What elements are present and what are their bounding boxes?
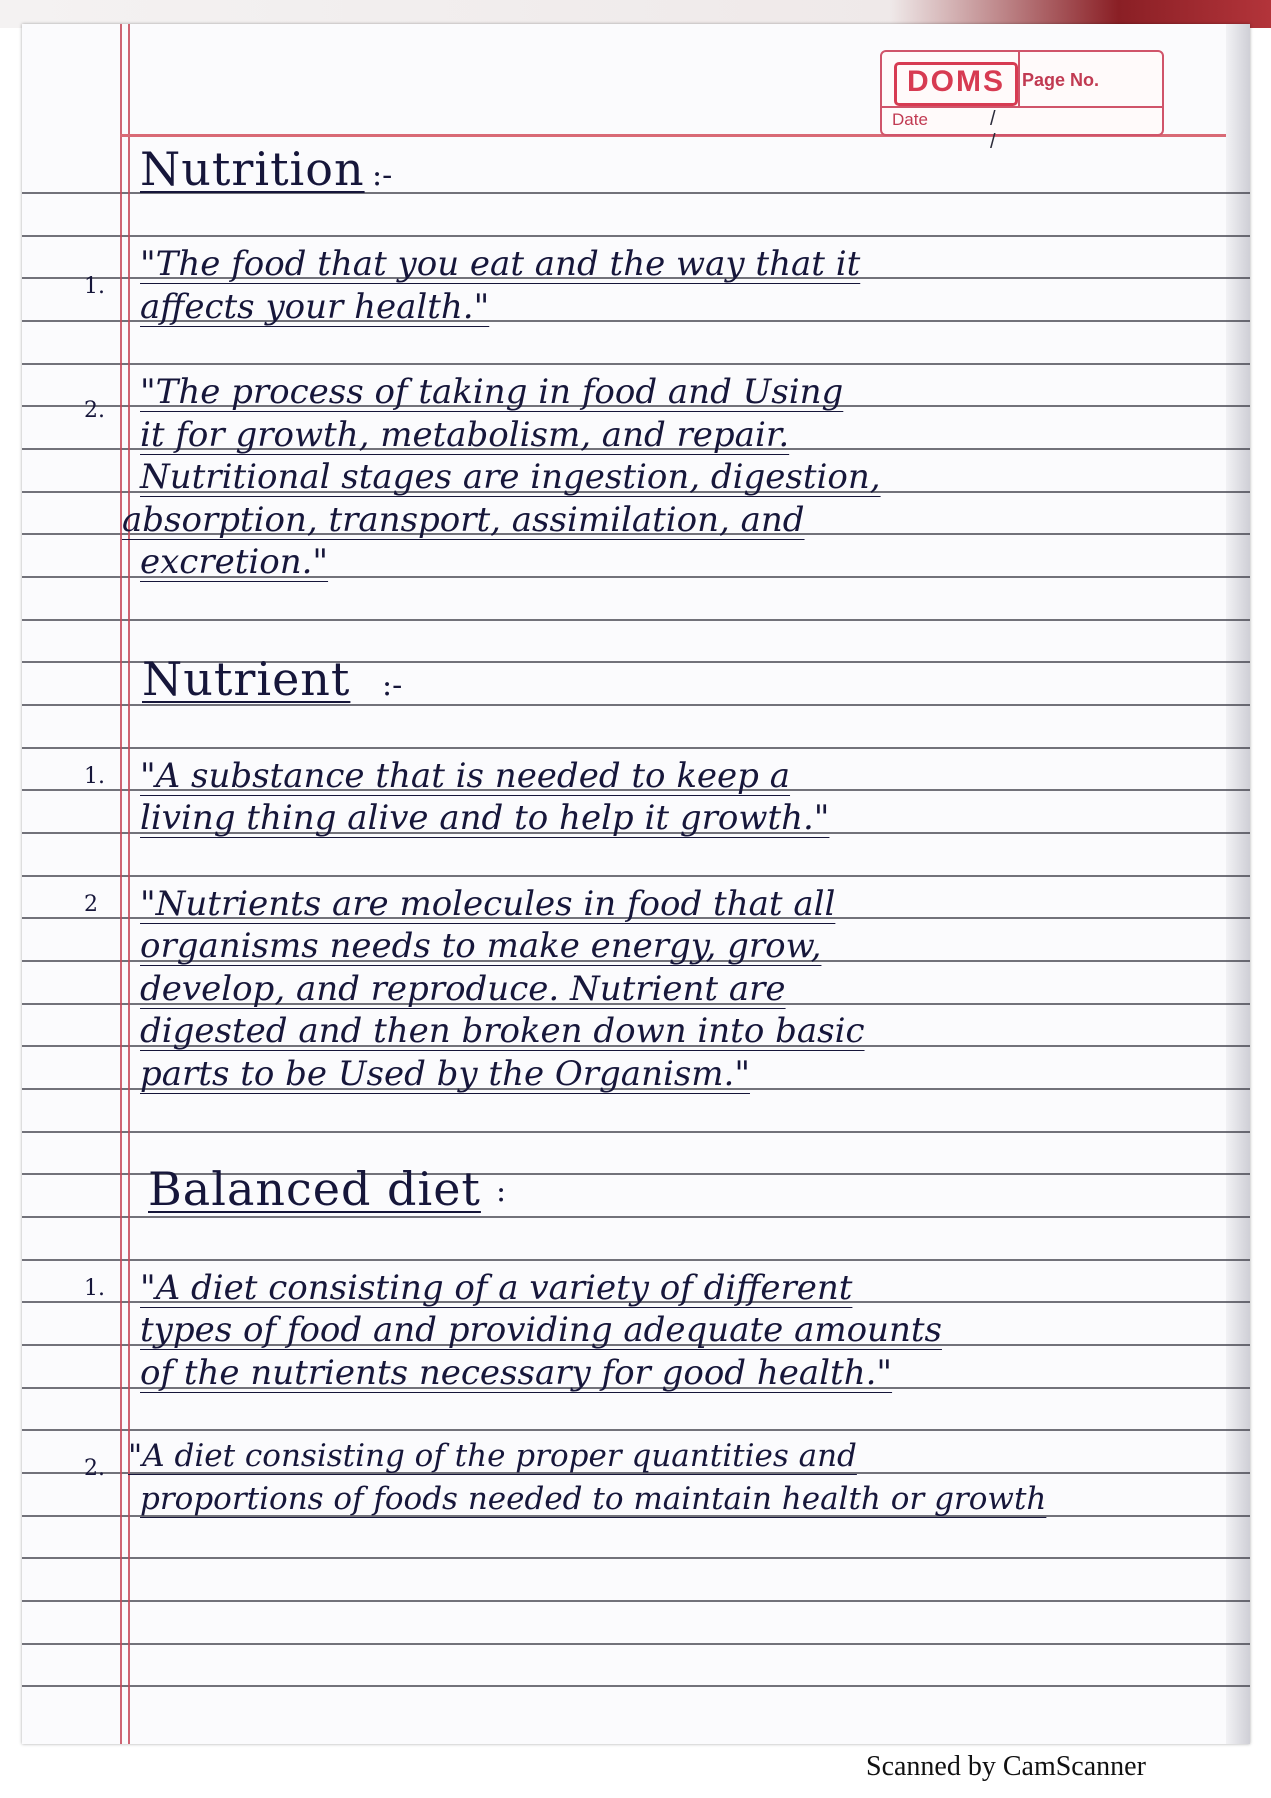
- section-colon: :-: [382, 668, 403, 703]
- definition-line: "A substance that is needed to keep a: [140, 756, 791, 796]
- definition-line: digested and then broken down into basic: [140, 1011, 865, 1051]
- section-colon: :: [496, 1174, 507, 1209]
- section-title-nutrition: Nutrition: [140, 142, 365, 196]
- definition-line: "The food that you eat and the way that it: [140, 244, 861, 284]
- definition-line: living thing alive and to help it growth.": [140, 798, 830, 838]
- ruled-line: [22, 1685, 1250, 1687]
- definition-line: "Nutrients are molecules in food that all: [140, 884, 836, 924]
- item-number: 1.: [84, 274, 105, 299]
- definition-line: "A diet consisting of the proper quantities and: [128, 1438, 857, 1474]
- definition-line: "The process of taking in food and Using: [140, 372, 844, 412]
- ruled-line: [22, 235, 1250, 237]
- item-number: 2: [84, 892, 98, 917]
- definition-line: of the nutrients necessary for good health.": [140, 1353, 893, 1393]
- margin-line: [120, 24, 122, 1744]
- definition-line: organisms needs to make energy, grow,: [140, 926, 822, 966]
- header-divider: [1018, 52, 1020, 106]
- definition-line: absorption, transport, assimilation, and: [122, 500, 805, 540]
- ruled-line: [22, 1557, 1250, 1559]
- scanner-watermark: Scanned by CamScanner: [866, 1751, 1146, 1782]
- margin-line: [128, 24, 130, 1744]
- ruled-line: [22, 363, 1250, 365]
- notebook-page: [22, 24, 1250, 1744]
- ruled-line: [22, 1259, 1250, 1261]
- item-number: 1.: [84, 1276, 105, 1301]
- ruled-line: [22, 875, 1250, 877]
- definition-line: develop, and reproduce. Nutrient are: [140, 969, 786, 1009]
- definition-line: excretion.": [140, 542, 329, 582]
- definition-line: affects your health.": [140, 287, 490, 327]
- definition-line: Nutritional stages are ingestion, digestion,: [140, 457, 881, 497]
- section-title-nutrient: Nutrient: [142, 652, 351, 706]
- definition-line: "A diet consisting of a variety of different: [140, 1268, 853, 1308]
- date-label: Date: [892, 110, 928, 129]
- definition-line: parts to be Used by the Organism.": [140, 1054, 750, 1094]
- date-separators: / /: [990, 108, 1056, 153]
- ruled-line: [22, 1600, 1250, 1602]
- page-no-label: Page No.: [1022, 70, 1100, 90]
- item-number: 2.: [84, 1456, 105, 1481]
- ruled-line: [22, 1643, 1250, 1645]
- brand-logo: DOMS: [894, 62, 1018, 106]
- ruled-line: [22, 747, 1250, 749]
- definition-line: proportions of foods needed to maintain health or growth: [140, 1481, 1047, 1517]
- ruled-line: [22, 619, 1250, 621]
- page-edge: [1226, 24, 1250, 1744]
- item-number: 1.: [84, 764, 105, 789]
- ruled-line: [22, 1131, 1250, 1133]
- page-header-box: [880, 50, 1164, 153]
- ruled-line: [22, 1216, 1250, 1218]
- definition-line: types of food and providing adequate amounts: [140, 1310, 942, 1350]
- section-colon: :-: [372, 158, 393, 193]
- section-title-balanced-diet: Balanced diet: [148, 1162, 481, 1216]
- definition-line: it for growth, metabolism, and repair.: [140, 415, 790, 455]
- item-number: 2.: [84, 398, 105, 423]
- ruled-line: [22, 1429, 1250, 1431]
